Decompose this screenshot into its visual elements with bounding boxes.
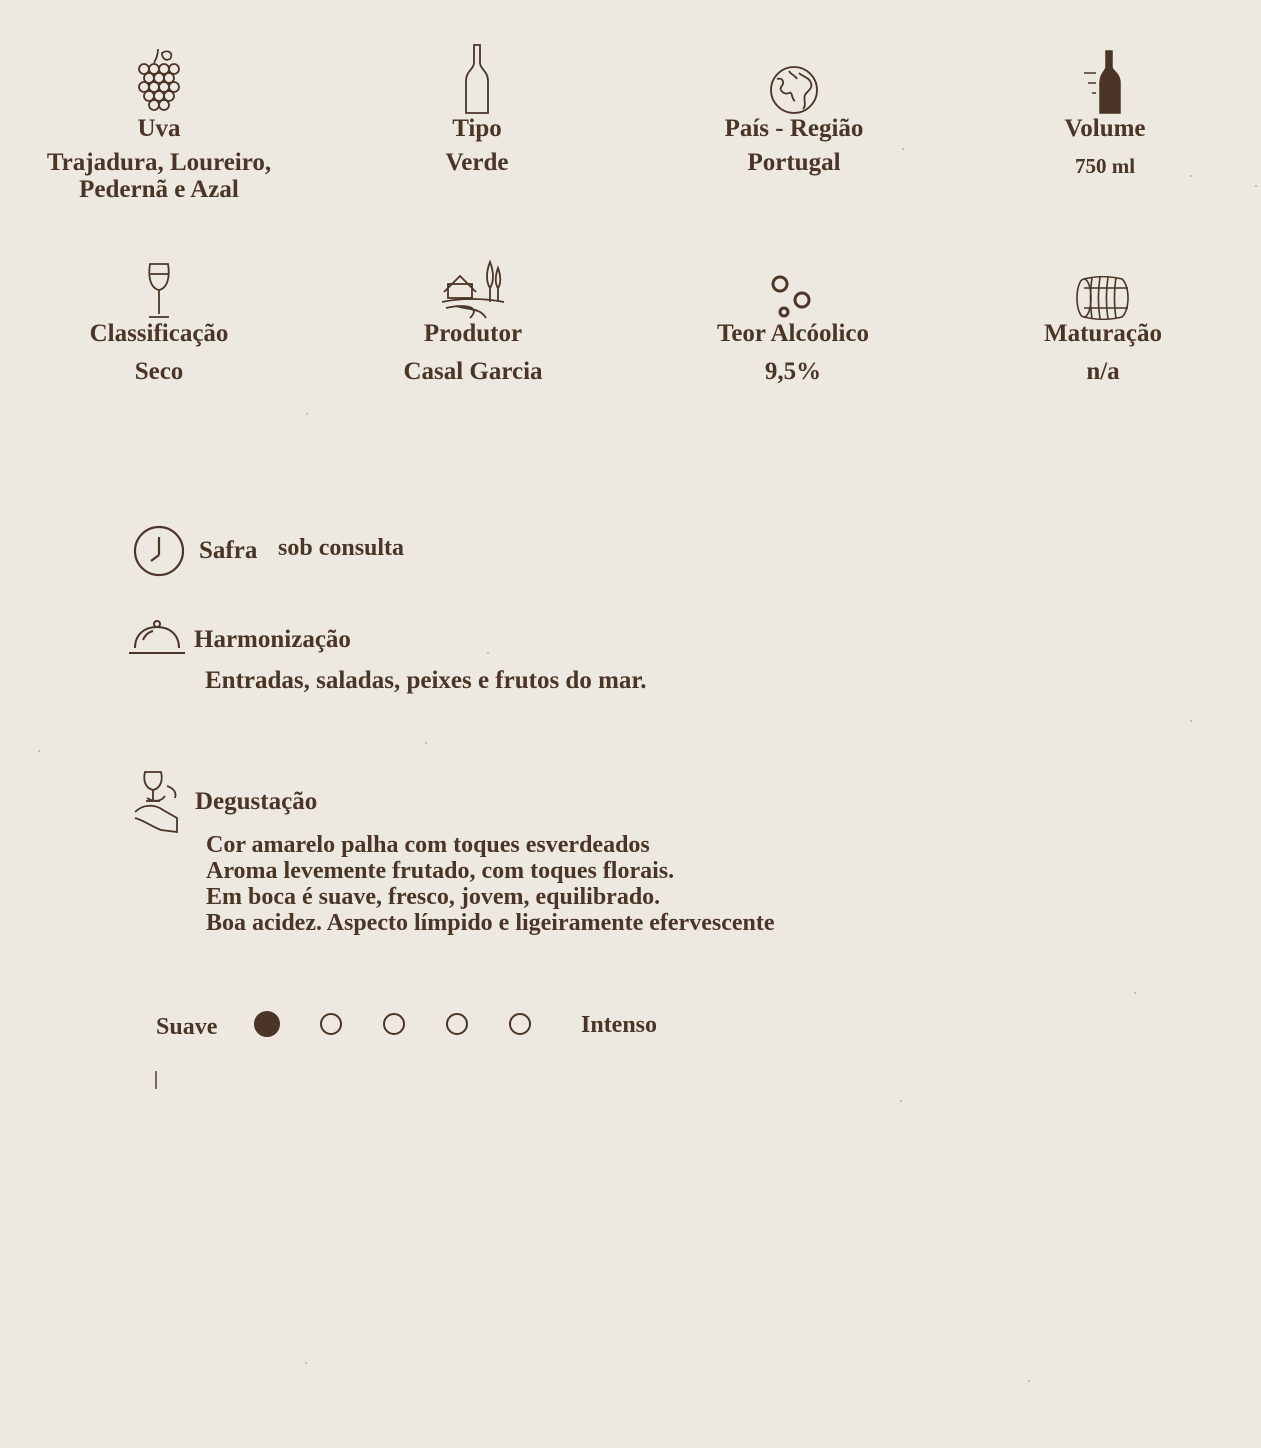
- vineyard-icon: [353, 245, 593, 320]
- degustacao-label: Degustação: [195, 788, 318, 815]
- spec-value: n/a: [1086, 358, 1120, 385]
- bottle-icon: [357, 40, 597, 115]
- spec-value: 750 ml: [1074, 154, 1136, 178]
- degustacao-line: Aroma levemente frutado, com toques florais.: [206, 858, 675, 884]
- spec-value: 9,5%: [764, 358, 822, 385]
- degustacao-line: Cor amarelo palha com toques esverdeados: [206, 832, 650, 858]
- spec-country: [674, 40, 914, 176]
- spec-value: Seco: [134, 358, 184, 385]
- intensity-dot: [509, 1013, 531, 1035]
- intensity-dot: [254, 1011, 280, 1037]
- intensity-dot: [446, 1013, 468, 1035]
- tasting-hand-icon: [133, 768, 181, 841]
- harmonizacao-label: Harmonização: [194, 626, 351, 653]
- spec-label: Maturação: [1043, 320, 1163, 347]
- globe-icon: [674, 40, 914, 115]
- spec-label: Uva: [137, 115, 181, 142]
- spec-type: [357, 40, 597, 176]
- grape-icon: [39, 40, 279, 115]
- spec-producer: [353, 245, 593, 385]
- intensity-min-label: Suave: [156, 1014, 218, 1040]
- spec-classification: [39, 245, 279, 385]
- spec-label: Tipo: [452, 115, 502, 142]
- spec-value: Casal Garcia: [403, 358, 543, 385]
- degustacao-line: Boa acidez. Aspecto límpido e ligeiramente efervescente: [206, 910, 775, 936]
- spec-grape: [39, 40, 279, 203]
- spec-value: Portugal: [747, 149, 841, 176]
- bubbles-icon: [673, 245, 913, 320]
- safra-value: sob consulta: [278, 535, 405, 561]
- bottle-filled-icon: [985, 40, 1225, 115]
- clock-icon: [133, 525, 185, 582]
- intensity-dot: [320, 1013, 342, 1035]
- safra-label: Safra: [199, 537, 258, 564]
- spec-label: País - Região: [724, 115, 864, 142]
- spec-volume: [985, 40, 1225, 180]
- intensity-dot: [383, 1013, 405, 1035]
- degustacao-line: Em boca é suave, fresco, jovem, equilibrado.: [206, 884, 661, 910]
- spec-label: Produtor: [423, 320, 523, 347]
- wine-glass-icon: [39, 245, 279, 320]
- spec-alcohol: [673, 245, 913, 385]
- divider-mark: [155, 1071, 157, 1089]
- intensity-max-label: Intenso: [581, 1012, 658, 1038]
- spec-label: Classificação: [89, 320, 229, 347]
- spec-label: Volume: [1064, 115, 1146, 142]
- spec-value: Trajadura, Loureiro, Pedernã e Azal: [46, 149, 272, 203]
- barrel-icon: [983, 245, 1223, 320]
- cloche-icon: [127, 618, 187, 663]
- harmonizacao-text: Entradas, saladas, peixes e frutos do mar.: [205, 667, 647, 694]
- spec-label: Teor Alcóolico: [716, 320, 870, 347]
- spec-maturation: [983, 245, 1223, 385]
- spec-value: Verde: [445, 149, 509, 176]
